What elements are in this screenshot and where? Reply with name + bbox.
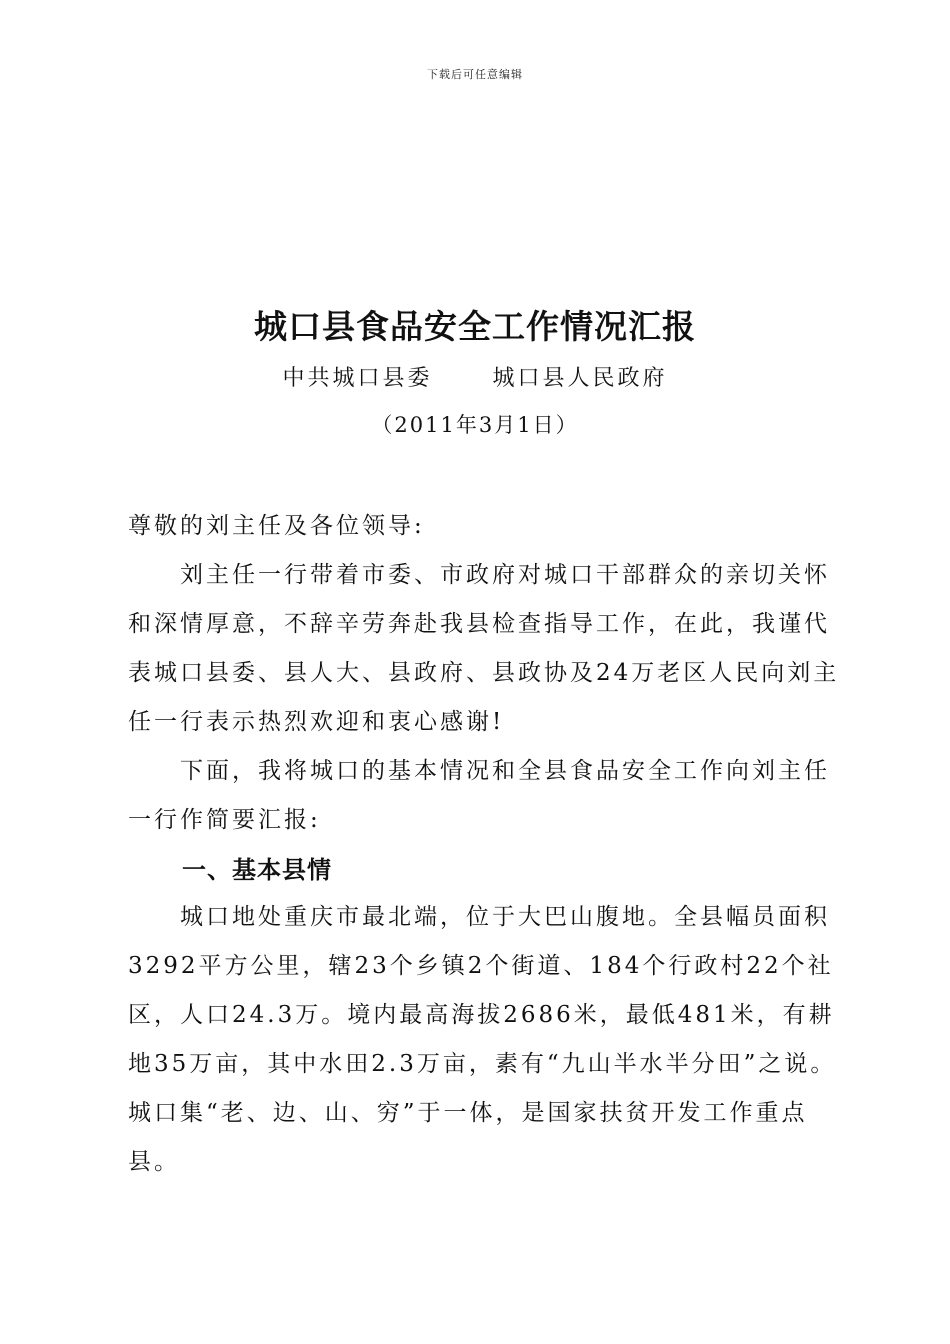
issuers-line [0, 364, 950, 394]
issuer-government: 城口县人民政府 [492, 366, 668, 391]
paragraph-county-overview: 城口地处重庆市最北端，位于大巴山腹地。全县幅员面积3292平方公里，辖23个乡镇2个街道、184个行政村22个社区，人口24.3万。境内最高海拔2686米，最低481米，有耕地35万亩，其中水田2.3万亩，素有“九山半水半分田”之说。城口集“老、边、山、穷”于一体，是国家扶贫开发工作重点县。 [128, 904, 837, 1175]
report-date: （2011年3月1日） [371, 413, 579, 437]
issuer-party-committee: 中共城口县委 [282, 366, 433, 391]
salutation: 尊敬的刘主任及各位领导: [128, 513, 425, 539]
document-title: 城口县食品安全工作情况汇报 [254, 307, 696, 346]
paragraph-welcome: 刘主任一行带着市委、市政府对城口干部群众的亲切关怀和深情厚意，不辞辛劳奔赴我县检查指导工作，在此，我谨代表城口县委、县人大、县政府、县政协及24万老区人民向刘主任一行表示热烈欢迎和衷心感谢! [128, 562, 840, 735]
section-heading-basic-info: 一、基本县情 [182, 856, 332, 884]
header-note: 下载后可任意编辑 [427, 68, 523, 81]
paragraph-intro: 下面，我将城口的基本情况和全县食品安全工作向刘主任一行作简要汇报: [128, 758, 830, 833]
